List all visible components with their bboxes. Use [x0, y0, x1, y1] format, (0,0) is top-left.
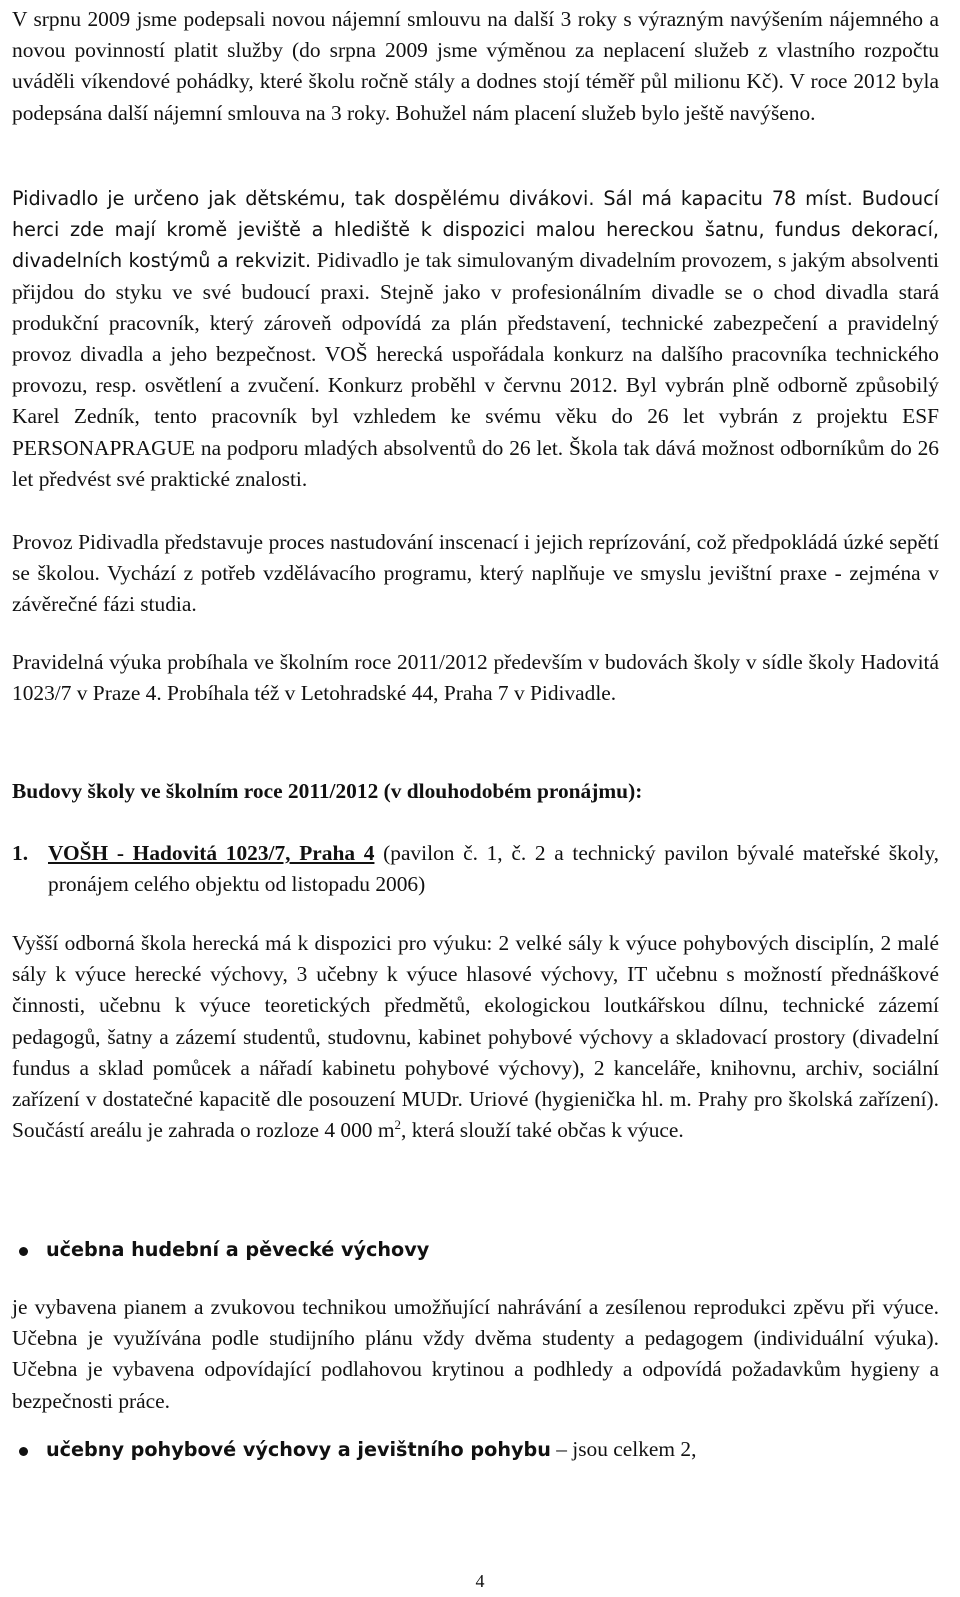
section-heading: Budovy školy ve školním roce 2011/2012 (v dlouhodobém pronájmu):	[12, 779, 643, 803]
bullet-text-movement	[46, 1434, 939, 1465]
facilities-text-end: , která slouží také občas k výuce.	[401, 1118, 684, 1143]
bullet-icon	[12, 1434, 48, 1465]
page-number: 4	[475, 1571, 485, 1591]
building-title: VOŠH - Hadovitá 1023/7, Praha 4	[48, 841, 375, 865]
paragraph-lease: V srpnu 2009 jsme podepsali novou nájemní smlouvu na další 3 roky s výrazným navýšením nájemného a novou povinností platit služby (do srpna 2009 jsme výměnou za neplacení služeb z vlastního rozpočtu uváděli víkendové pohádky, které školu ročně stály a dodnes stojí téměř půl milionu Kč). V roce 2012 byla podepsána další nájemní smlouva na 3 roky. Bohužel nám placení služeb bylo ještě navýšeno.	[12, 7, 939, 125]
list-number: 1.	[12, 841, 29, 865]
facilities-text: Vyšší odborná škola herecká má k dispozici pro výuku: 2 velké sály k výuce pohybových disciplín, 2 malé sály k výuce herecké výchovy, 3 učebny k výuce hlasové výchovy, IT učebnu s možností přednáškové činnosti, učebnu k výuce teoretických předmětů, ekologickou loutkářskou dílnu, technické zázemí pedagogů, šatny a zázemí studentů, studovnu, kabinet pohybové výchovy a skladovací prostory (divadelní fundus a sklad pomůcek a nářadí kabinetu pohybové výchovy), 2 kanceláře, knihovnu, archiv, sociální zařízení v dostatečné kapacitě dle posouzení MUDr. Uriové (hygienička hl. m. Prahy pro školská zařízení). Součástí areálu je zahrada o rozloze 4 000 m	[12, 931, 939, 1143]
paragraph-music-room: je vybavena pianem a zvukovou technikou umožňující nahrávání a zesílenou reprodukci zpěvu při výuce. Učebna je využívána podle studijního plánu vždy dvěma studenty a pedagogem (individuální výuka). Učebna je vybavena odpovídající podlahovou krytinou a podhledy a odpovídá požadavkům hygieny a bezpečnosti práce.	[12, 1295, 939, 1413]
building-description: (pavilon č. 1, č. 2 a technický pavilon bývalé mateřské školy, pronájem celého objektu od listopadu 2006)	[48, 841, 940, 897]
superscript-2: 2	[394, 1117, 401, 1133]
paragraph-pidivadlo-serif-part: Pidivadlo je tak simulovaným divadelním provozem, s jakým absolventi přijdou do styku ve své budoucí praxi. Stejně jako v profesionálním divadle se o chod divadla stará produkční pracovník, který zároveň odpovídá za plán představení, technické zabezpečení a pravidelný provoz divadla a jeho bezpečnost. VOŠ herecká uspořádala konkurz na dalšího pracovníka technického provozu, resp. osvětlení a zvučení. Konkurz proběhl v červnu 2012. Byl vybrán plně odborně způsobilý Karel Zedník, tento pracovník byl vzhledem ke svému věku do 26 let vybrán z projektu ESF PERSONAPRAGUE na podporu mladých absolventů do 26 let. Škola tak dává možnost odborníkům do 26 let předvést své praktické znalosti.	[12, 248, 939, 491]
paragraph-pidivadlo-sans-part: Pidivadlo je určeno jak dětskému, tak dospělému divákovi. Sál má kapacitu 78 míst. Budoucí herci zde mají kromě jeviště a hlediště k dispozici malou hereckou šatnu, fundus dekorací, divadelních kostýmů a rekvizit.	[12, 187, 939, 273]
bullet-title-movement: učebny pohybové výchovy a jevištního pohybu	[46, 1438, 551, 1461]
bullet-icon	[12, 1234, 48, 1265]
bullet-item-music-room	[12, 1234, 939, 1265]
bullet-rest-movement: – jsou celkem 2,	[550, 1437, 697, 1461]
bullet-title-music: učebna hudební a pěvecké výchovy	[46, 1238, 430, 1261]
paragraph-vyuka: Pravidelná výuka probíhala ve školním roce 2011/2012 především v budovách školy v sídle školy Hadovitá 1023/7 v Praze 4. Probíhala též v Letohradské 44, Praha 7 v Pidivadle.	[12, 650, 939, 706]
bullet-item-movement-rooms	[12, 1434, 939, 1465]
paragraph-pidivadlo	[12, 183, 939, 495]
paragraph-facilities	[12, 928, 939, 1146]
list-item-body	[48, 838, 939, 900]
list-item-building-1	[12, 838, 939, 900]
paragraph-provoz: Provoz Pidivadla představuje proces nastudování inscenací i jejich reprízování, což předpokládá úzké sepětí se školou. Vychází z potřeb vzdělávacího programu, který naplňuje ve smyslu jevištní praxe - zejména v závěrečné fázi studia.	[12, 530, 939, 617]
